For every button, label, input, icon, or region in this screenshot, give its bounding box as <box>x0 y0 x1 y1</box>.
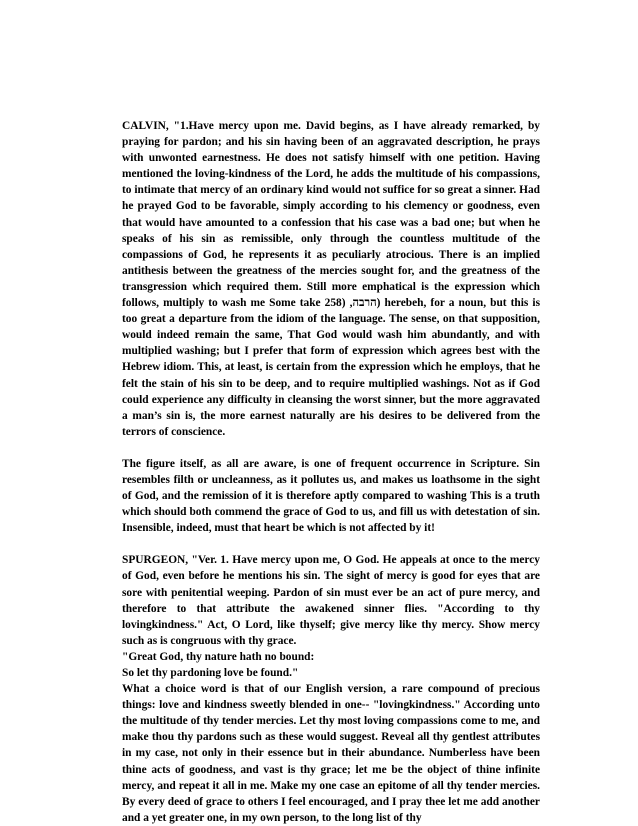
paragraph-calvin-1: CALVIN, "1.Have mercy upon me. David begins, as I have already remarked, by praying for pardon; and his sin having been of an aggravated description, he prays with unwonted earnestness. He does not satisfy himself with one petition. Having mentioned the loving-kindness of the Lord, he adds the multitude of his compassions, to intimate that mercy of an ordinary kind would not suffice for so great a sinner. Had he prayed God to be favorable, simply according to his clemency or goodness, even that would have amounted to a confession that his case was a bad one; but when he speaks of his sin as remissible, only through the countless multitude of the compassions of God, he represents it as peculiarly atrocious. There is an implied antithesis between the greatness of the mercies sought for, and the greatness of the transgression which required them. Still more emphatical is the expression which follows, multiply to wash me Some take 258) ,הרבה) herebeh, for a noun, but this is too great a departure from the idiom of the language. The sense, on that supposition, would indeed remain the same, That God would wash him abundantly, and with multiplied washing; but I prefer that form of expression which agrees best with the Hebrew idiom. This, at least, is certain from the expression which he employs, that he felt the stain of his sin to be deep, and to require multiplied washings. Not as if God could experience any difficulty in cleansing the worst sinner, but the more aggravated a man’s sin is, the more earnest naturally are his desires to be delivered from the terrors of conscience. <box>122 120 540 438</box>
paragraph-gap <box>122 536 540 552</box>
paragraph-calvin-2: The figure itself, as all are aware, is one of frequent occurrence in Scripture. Sin resembles filth or uncleanness, as it pollutes us, and makes us loathsome in the sight of God, and the remission of it is therefore aptly compared to washing This is a truth which should both commend the grace of God to us, and fill us with detestation of sin. Insensible, indeed, must that heart be which is not affected by it! <box>122 457 540 535</box>
paragraph-gap <box>122 440 540 456</box>
document-body <box>122 118 540 826</box>
verse-line-1: "Great God, thy nature hath no bound: <box>122 650 315 663</box>
paragraph-spurgeon-2: What a choice word is that of our English version, a rare compound of precious things: love and kindness sweetly blended in one-- "lovingkindness." According unto the multitude of thy tender mercies. Let thy most loving compassions come to me, and make thou thy pardons such as these would suggest. Reveal all thy gentlest attributes in my case, not only in their essence but in their abundance. Numberless have been thine acts of goodness, and vast is thy grace; let me be the object of thine infinite mercy, and repeat it all in me. Make my one case an epitome of all thy tender mercies. By every deed of grace to others I feel encouraged, and I pray thee let me add another and a yet greater one, in my own person, to the long list of thy <box>122 683 540 824</box>
paragraph-spurgeon-1: SPURGEON, "Ver. 1. Have mercy upon me, O God. He appeals at once to the mercy of God, even before he mentions his sin. The sight of mercy is good for eyes that are sore with penitential weeping. Pardon of sin must ever be an act of pure mercy, and therefore to that attribute the awakened sinner flies. "According to thy lovingkindness." Act, O Lord, like thyself; give mercy like thy mercy. Show mercy such as is congruous with thy grace. <box>122 554 540 647</box>
verse-line-2: So let thy pardoning love be found." <box>122 667 299 679</box>
